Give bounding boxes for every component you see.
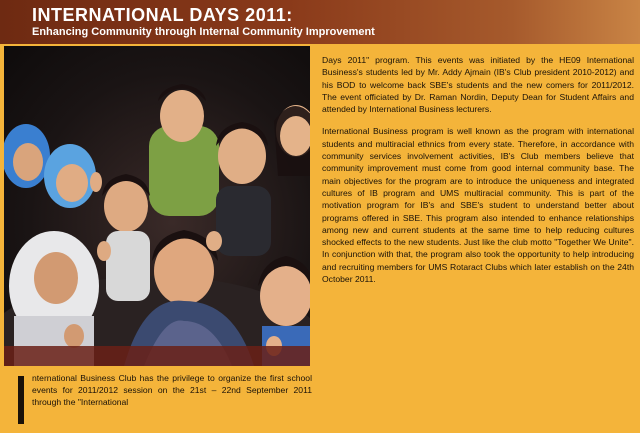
drop-cap-bar: [18, 376, 24, 424]
group-photo-students-icon: [4, 46, 310, 366]
article-body: [322, 54, 634, 295]
group-photo: [4, 46, 310, 366]
article-paragraph: Days 2011" program. This events was initiated by the HE09 International Business's students led by Mr. Addy Ajmain (IB's Club president 2010-2012) and his BOD to welcome back SBE's students and the new comers for 2011/2012. The event officiated by Dr. Raman Nordin, Deputy Dean for Student Affairs and attended by International Business lecturers.: [322, 55, 634, 115]
article-title: INTERNATIONAL DAYS 2011:: [32, 5, 293, 25]
article-paragraph: International Business program is well known as the program with international students and multiracial ethnics from every state. Therefore, in accordance with community services involvement activities, IB's Club members believe that community improvement must come from good internal community base. The main objectives for the program are to introduce the uniqueness and integrated cultures of IB program and UMS multiracial community. This is part of the motivation program for IB's and SBE's student to understand better about programs offered in SBE. This program also intended to enhance relationships among new and current students at the same time to help reducing cultures shocked effects to the new students. Just like the club motto "Together We Unite". In conjunction with that, the program also took the opportunity to help introducing and recruiting members for UMS Rotaract Clubs which later establish on the 24th October 2011.: [322, 126, 634, 285]
article-intro-text: nternational Business Club has the privilege to organize the first school events for 2011/2012 session on the 21st – 22nd September 2011 through the "International: [32, 373, 312, 408]
article-header: [0, 0, 640, 44]
article-subtitle: Enhancing Community through Internal Community Improvement: [32, 26, 375, 38]
